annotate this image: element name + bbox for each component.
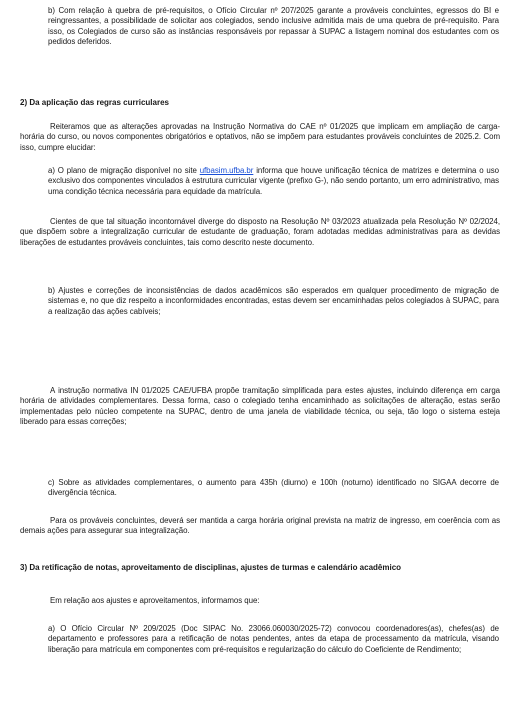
paragraph-data-adjustments: b) Ajustes e correções de inconsistências de dados acadêmicos são esperados em qualquer procedimento de migração de sistemas e, no que diz respeito a inconformidades encontradas, estas devem ser encaminhadas pelos colegiados à SUPAC, para a realização das ações cabíveis; <box>48 286 499 316</box>
paragraph-prerequisite-break: b) Com relação à quebra de pré-requisitos, o Ofício Circular nº 207/2025 garante a prováveis concluintes, egressos do BI e reingressantes, a possibilidade de solicitar aos colegiados, sendo inclusive admitida mais de uma quebra de pré-requisito. Para isso, os Colegiados de curso são as instâncias responsáveis por repassar à SUPAC a listagem nominal dos estudantes com os pedidos deferidos. <box>48 6 499 47</box>
ufbasim-link[interactable]: ufbasim.ufba.br <box>199 166 254 175</box>
paragraph-adjustments-intro: Em relação aos ajustes e aproveitamentos, informamos que: <box>50 596 260 605</box>
paragraph-normative-instruction: A instrução normativa IN 01/2025 CAE/UFBA propõe tramitação simplificada para estes ajustes, incluindo diferença em carga horária de atividades complementares. Dessa forma, caso o colegiado tenha encaminhado as solicitações de alteração, estas serão implementadas pelo núcleo competente na SUPAC, dentro de uma janela de viabilidade técnica, ou seja, tão logo o sistema esteja liberado para essas correções; <box>20 386 500 427</box>
paragraph-probable-graduates: Para os prováveis concluintes, deverá ser mantida a carga horária original prevista na matriz de ingresso, em coerência com as demais ações para assegurar sua integralização. <box>20 516 500 536</box>
paragraph-complementary-activities: c) Sobre as atividades complementares, o aumento para 435h (diurno) e 100h (noturno) identificado no SIGAA decorre de divergência técnica. <box>48 478 499 498</box>
migration-text-start: a) O plano de migração disponível no site <box>48 166 200 175</box>
section-heading-2: 2) Da aplicação das regras curriculares <box>20 98 169 107</box>
paragraph-resolution: Cientes de que tal situação incontornável diverge do disposto na Resolução Nº 03/2023 atualizada pela Resolução Nº 02/2024, que dispõem sobre a integralização curricular de estudante de graduação, foram adotadas medidas administrativas para as devidas liberações de estudantes prováveis concluintes, tais como descrito neste documento. <box>20 217 500 247</box>
section-heading-3: 3) Da retificação de notas, aproveitamento de disciplinas, ajustes de turmas e calendário acadêmico <box>20 563 402 572</box>
migration-text-end: informa que houve unificação técnica de matrizes e determina o uso exclusivo dos componentes vinculados à estrutura curricular vigente (prefixo G-), não sendo portanto, um erro administrativo, mas uma condição técnica necessária para equidade da matrícula. <box>48 166 500 196</box>
paragraph-reiteration: Reiteramos que as alterações aprovadas na Instrução Normativa do CAE nº 01/2025 que implicam em ampliação de carga-horária do curso, ou novos componentes obrigatórios e optativos, não se impõem para estudantes prováveis concluintes de 2025.2. Com isso, cumpre elucidar: <box>20 122 500 152</box>
paragraph-circular-209: a) O Ofício Circular Nº 209/2025 (Doc SIPAC No. 23066.060030/2025-72) convocou coordenadores(as), chefes(as) de departamento e professores para a retificação de notas pendentes, antes da etapa de processamento da matrícula, visando liberação para matrícula em componentes com pré-requisitos e regularização do cálculo do Coeficiente de Rendimento; <box>48 624 499 654</box>
paragraph-migration-plan <box>48 166 499 197</box>
